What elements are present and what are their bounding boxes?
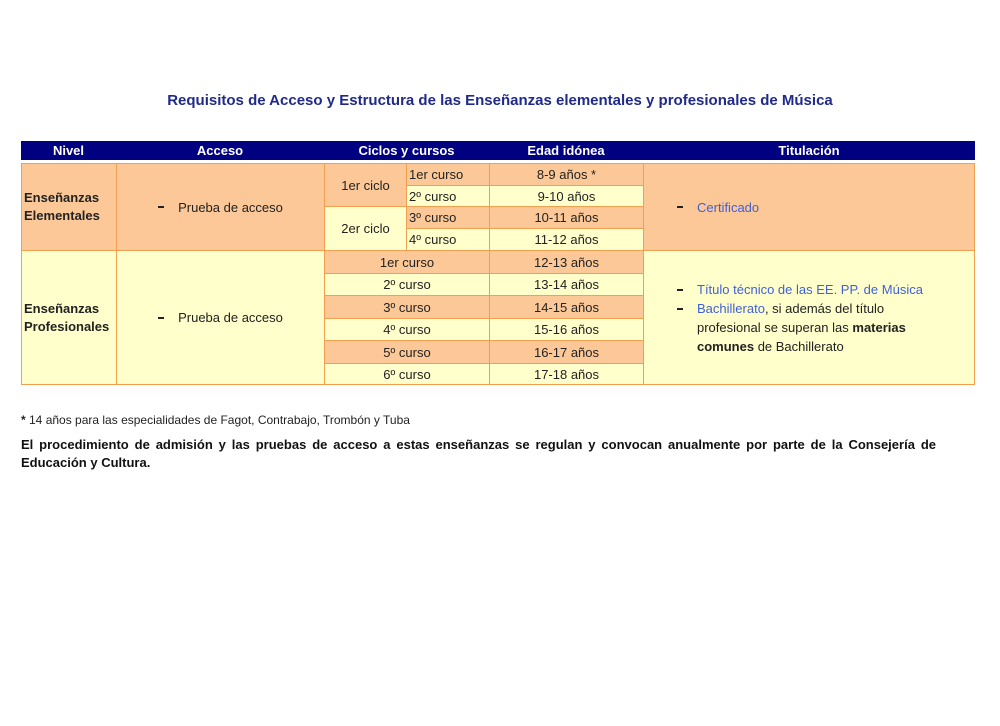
ciclo-1: 1er ciclo xyxy=(324,163,407,207)
edad-cell: 14-15 años xyxy=(489,295,644,319)
bullet-icon xyxy=(158,206,164,208)
curso-cell: 2º curso xyxy=(406,185,490,207)
curso-cell: 3º curso xyxy=(324,295,490,319)
bachillerato-link[interactable]: Bachillerato xyxy=(697,300,765,316)
acceso-text: Prueba de acceso xyxy=(178,310,283,325)
nivel-profesionales: Enseñanzas Profesionales xyxy=(21,250,117,385)
curso-cell: 2º curso xyxy=(324,273,490,296)
curso-cell: 5º curso xyxy=(324,340,490,364)
curso-cell: 4º curso xyxy=(406,228,490,251)
titulacion-text: , si además del título profesional se superan las xyxy=(697,300,885,335)
footnote-mark: * xyxy=(21,413,26,427)
curso-cell: 1er curso xyxy=(406,163,490,186)
acceso-elementales xyxy=(116,163,325,251)
edad-cell: 9-10 años xyxy=(489,185,644,207)
curso-cell: 3º curso xyxy=(406,206,490,229)
edad-cell: 11-12 años xyxy=(489,228,644,251)
edad-cell: 8-9 años * xyxy=(489,163,644,186)
titulacion-profesionales xyxy=(643,250,975,385)
titulo-tecnico-link[interactable]: Título técnico de las EE. PP. de Música xyxy=(697,281,923,297)
acceso-text: Prueba de acceso xyxy=(178,199,283,215)
curso-cell: 6º curso xyxy=(324,363,490,385)
edad-cell: 17-18 años xyxy=(489,363,644,385)
curso-cell: 1er curso xyxy=(324,250,490,274)
bullet-icon xyxy=(158,317,164,319)
titulacion-elementales xyxy=(643,163,975,251)
header-acceso: Acceso xyxy=(116,141,324,160)
admission-paragraph: El procedimiento de admisión y las pruebas de acceso a estas enseñanzas se regulan y convocan anualmente por parte de la Consejería de Educación y Cultura. xyxy=(21,437,936,470)
bullet-icon xyxy=(677,206,683,208)
header-ciclos: Ciclos y cursos xyxy=(324,141,489,160)
curso-cell: 4º curso xyxy=(324,318,490,341)
edad-cell: 10-11 años xyxy=(489,206,644,229)
header-edad: Edad idónea xyxy=(489,141,643,160)
header-nivel: Nivel xyxy=(21,141,116,160)
acceso-profesionales xyxy=(116,250,325,385)
bullet-icon xyxy=(677,308,683,310)
footnote xyxy=(21,413,410,427)
bullet-icon xyxy=(677,289,683,291)
edad-cell: 13-14 años xyxy=(489,273,644,296)
edad-cell: 15-16 años xyxy=(489,318,644,341)
ciclo-2: 2er ciclo xyxy=(324,206,407,251)
materias-comunes: materias comunes xyxy=(697,319,906,354)
header-titulacion: Titulación xyxy=(643,141,975,160)
nivel-elementales: Enseñanzas Elementales xyxy=(21,163,117,251)
certificado-link[interactable]: Certificado xyxy=(697,199,760,215)
titulacion-text-end: de Bachillerato xyxy=(754,338,844,354)
edad-cell: 16-17 años xyxy=(489,340,644,364)
page-title: Requisitos de Acceso y Estructura de las Enseñanzas elementales y profesionales de Música xyxy=(167,92,833,109)
edad-cell: 12-13 años xyxy=(489,250,644,274)
footnote-text: 14 años para las especialidades de Fagot, Contrabajo, Trombón y Tuba xyxy=(25,413,410,427)
